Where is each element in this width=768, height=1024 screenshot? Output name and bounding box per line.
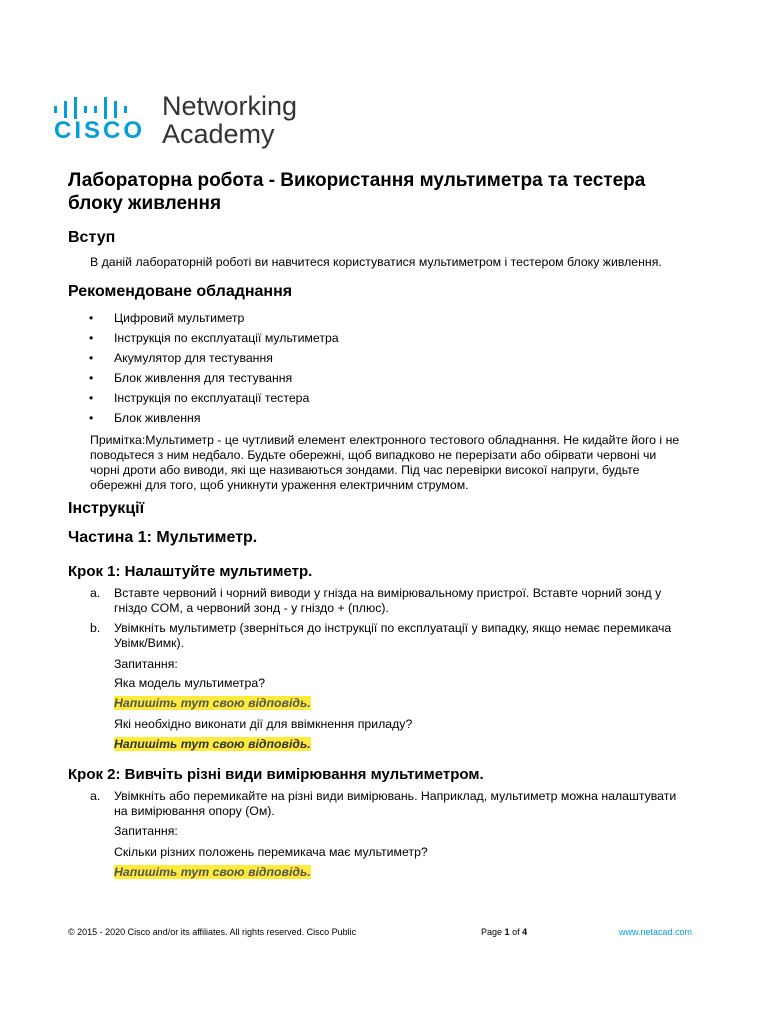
equipment-heading: Рекомендоване обладнання (68, 283, 293, 300)
page-title-line2: блоку живлення (68, 193, 222, 214)
step1-a-marker: a. (90, 586, 101, 600)
list-item: • Блок живлення (89, 411, 201, 425)
cisco-networking-academy-logo (54, 91, 314, 155)
step2-a-marker: a. (90, 789, 101, 803)
step1-question-label: Запитання: (114, 657, 178, 671)
step1-answer-2-field[interactable]: Напишіть тут свою відповідь. (114, 737, 311, 751)
safety-note: Примітка:Мультиметр - це чутливий елемент електронного тестового обладнання. Не кидайте його і не поводьтеся з ним недбало. Будьте обережні, щоб випадково не перерізати або обірвати червоні чи чорні дроти або виводи, які ще називаються зондами. Під час перевірки високої напруги, будьте обережні для того, щоб уникнути ураження електричним струмом. (90, 433, 680, 492)
footer-website-link[interactable]: www.netacad.com (619, 927, 693, 937)
step2-a-text: Увімкніть або перемикайте на різні види вимірювань. Наприклад, мультиметр можна налаштувати на вимірювання опору (Ом). (114, 789, 677, 818)
cisco-wordmark: CISCO (54, 117, 146, 144)
step1-question-2: Які необхідно виконати дії для ввімкнення приладу? (114, 717, 413, 731)
list-item: • Цифровий мультиметр (89, 311, 245, 325)
list-item: • Інструкція по експлуатації мультиметра (89, 331, 339, 345)
footer-copyright: © 2015 - 2020 Cisco and/or its affiliates. All rights reserved. Cisco Public (68, 927, 357, 937)
step1-b-text: Увімкніть мультиметр (зверніться до інструкції по експлуатації у випадку, якщо немає перемикача Увімк/Вимк). (114, 621, 672, 650)
step1-question-1: Яка модель мультиметра? (114, 676, 266, 690)
cisco-bars-icon (54, 97, 138, 119)
step2-heading: Крок 2: Вивчіть різні види вимірювання мультиметром. (68, 766, 484, 783)
list-item: • Блок живлення для тестування (89, 371, 293, 385)
intro-text: В даній лабораторній роботі ви навчитеся користуватися мультиметром і тестером блоку живлення. (90, 255, 662, 269)
logo-academy: Academy (162, 119, 275, 149)
step1-b-marker: b. (90, 621, 101, 635)
step1-heading: Крок 1: Налаштуйте мультиметр. (68, 563, 313, 580)
instructions-heading: Інструкції (68, 500, 145, 517)
step1-answer-1-field[interactable]: Напишіть тут свою відповідь. (114, 696, 311, 710)
step2-answer-1-field[interactable]: Напишіть тут свою відповідь. (114, 865, 311, 879)
footer-page-number: Page 1 of 4 (481, 927, 528, 937)
step2-question-1: Скільки різних положень перемикача має мультиметр? (114, 845, 428, 859)
page-title-line1: Лабораторна робота - Використання мультиметра та тестера (68, 170, 646, 191)
equipment-list (68, 311, 708, 431)
step2-question-label: Запитання: (114, 824, 178, 838)
step1-a-text: Вставте червоний і чорний виводи у гнізда на вимірювальному пристрої. Вставте чорний зонд у гніздо COM, а червоний зонд - у гніздо + (плюс). (114, 586, 662, 615)
logo-networking: Networking (162, 91, 298, 121)
intro-heading: Вступ (68, 229, 116, 246)
list-item: • Акумулятор для тестування (89, 351, 273, 365)
list-item: • Інструкція по експлуатації тестера (89, 391, 310, 405)
part1-heading: Частина 1: Мультиметр. (68, 529, 258, 546)
